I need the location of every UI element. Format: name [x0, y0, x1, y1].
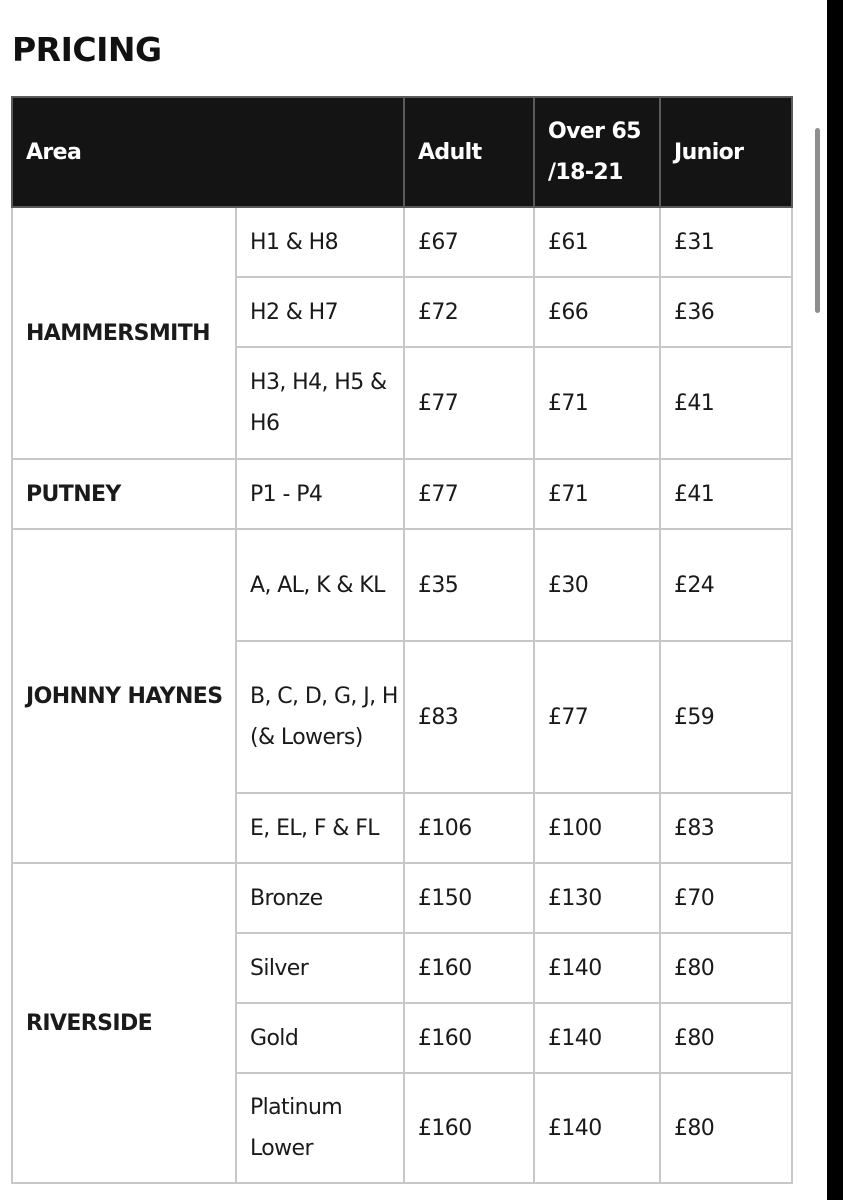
section-cell: P1 - P4: [236, 459, 404, 529]
adult-price: £160: [404, 1003, 534, 1073]
junior-price: £36: [660, 277, 792, 347]
over65-price: £100: [534, 793, 660, 863]
over65-price: £71: [534, 459, 660, 529]
junior-price: £59: [660, 641, 792, 793]
window-edge: [827, 0, 843, 1200]
table-header: [12, 97, 792, 207]
adult-price: £150: [404, 863, 534, 933]
junior-price: £24: [660, 529, 792, 641]
over65-price: £30: [534, 529, 660, 641]
over65-price: £77: [534, 641, 660, 793]
adult-price: £160: [404, 933, 534, 1003]
section-cell: Bronze: [236, 863, 404, 933]
section-cell: H2 & H7: [236, 277, 404, 347]
junior-price: £83: [660, 793, 792, 863]
junior-price: £80: [660, 1073, 792, 1183]
adult-price: £83: [404, 641, 534, 793]
scrollbar-thumb[interactable]: [815, 128, 820, 313]
adult-price: £35: [404, 529, 534, 641]
over65-price: £140: [534, 1073, 660, 1183]
section-cell: A, AL, K & KL: [236, 529, 404, 641]
area-hammersmith: HAMMERSMITH: [12, 207, 236, 459]
section-cell: Gold: [236, 1003, 404, 1073]
section-cell: H1 & H8: [236, 207, 404, 277]
header-adult: Adult: [404, 97, 534, 207]
section-cell: Platinum Lower: [236, 1073, 404, 1183]
junior-price: £80: [660, 1003, 792, 1073]
junior-price: £41: [660, 459, 792, 529]
section-cell: E, EL, F & FL: [236, 793, 404, 863]
junior-price: £31: [660, 207, 792, 277]
adult-price: £72: [404, 277, 534, 347]
over65-price: £61: [534, 207, 660, 277]
adult-price: £160: [404, 1073, 534, 1183]
area-riverside: RIVERSIDE: [12, 863, 236, 1183]
adult-price: £77: [404, 347, 534, 459]
section-cell: B, C, D, G, J, H (& Lowers): [236, 641, 404, 793]
header-row: [12, 97, 792, 207]
adult-price: £106: [404, 793, 534, 863]
section-cell: H3, H4, H5 & H6: [236, 347, 404, 459]
page-title: PRICING: [12, 30, 162, 69]
over65-price: £130: [534, 863, 660, 933]
junior-price: £41: [660, 347, 792, 459]
header-junior: Junior: [660, 97, 792, 207]
section-cell: Silver: [236, 933, 404, 1003]
table-row: [12, 863, 792, 933]
over65-price: £140: [534, 933, 660, 1003]
junior-price: £80: [660, 933, 792, 1003]
table-row: [12, 459, 792, 529]
header-area: Area: [12, 97, 404, 207]
over65-price: £140: [534, 1003, 660, 1073]
pricing-table: [11, 96, 793, 1184]
area-johnny-haynes: JOHNNY HAYNES: [12, 529, 236, 863]
adult-price: £77: [404, 459, 534, 529]
over65-price: £71: [534, 347, 660, 459]
area-putney: PUTNEY: [12, 459, 236, 529]
table-body: [12, 207, 792, 1183]
table-row: [12, 529, 792, 641]
junior-price: £70: [660, 863, 792, 933]
header-over65: Over 65 /18-21: [534, 97, 660, 207]
over65-price: £66: [534, 277, 660, 347]
adult-price: £67: [404, 207, 534, 277]
table-row: [12, 207, 792, 277]
